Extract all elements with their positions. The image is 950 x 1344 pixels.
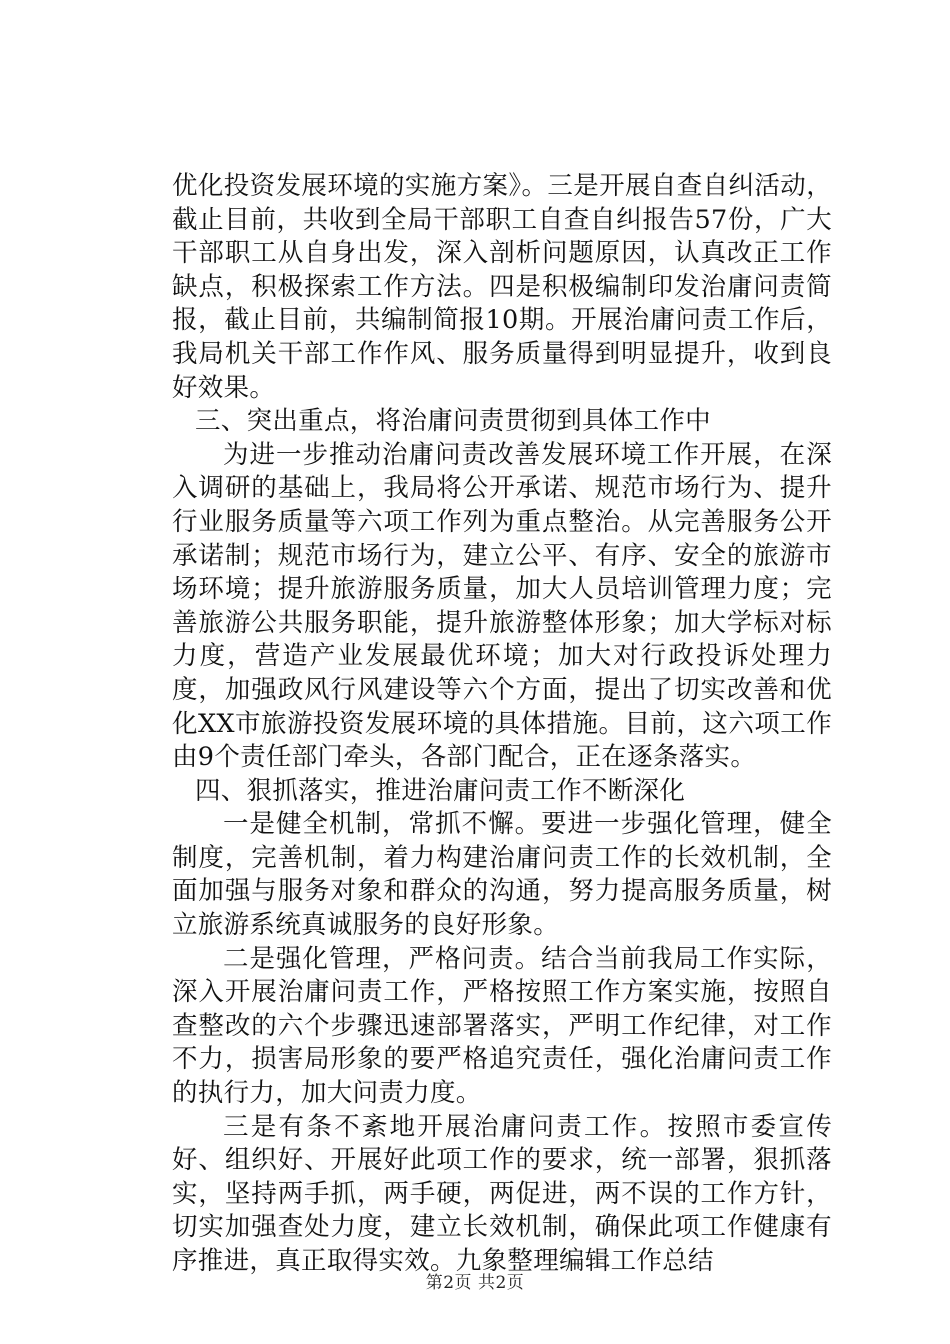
section-heading-4: 四、狠抓落实，推进治庸问责工作不断深化 [194, 775, 686, 806]
page-footer: 第2页 共2页 [425, 1273, 525, 1293]
section-heading-3: 三、突出重点，将治庸问责贯彻到具体工作中 [194, 406, 711, 437]
paragraph-item-3: 三是有条不紊地开展治庸问责工作。按照市委宣传好、组织好、开展好此项工作的要求，统一部署，狠抓落实，坚持两手抓，两手硬，两促进，两不误的工作方针，切实加强查处力度，建立长效机制，确保此项工作健康有序推进，真正取得实效。九象整理编辑工作总结 [172, 1111, 832, 1276]
paragraph-item-1: 一是健全机制，常抓不懈。要进一步强化管理，健全制度，完善机制，着力构建治庸问责工作的长效机制，全面加强与服务对象和群众的沟通，努力提高服务质量，树立旅游系统真诚服务的良好形象。 [172, 809, 832, 941]
paragraph-item-2: 二是强化管理，严格问责。结合当前我局工作实际，深入开展治庸问责工作，严格按照工作方案实施，按照自查整改的六个步骤迅速部署落实，严明工作纪律，对工作不力，损害局形象的要严格追究责任，强化治庸问责工作的执行力，加大问责力度。 [172, 943, 832, 1109]
paragraph-section-3: 为进一步推动治庸问责改善发展环境工作开展，在深入调研的基础上，我局将公开承诺、规范市场行为、提升行业服务质量等六项工作列为重点整治。从完善服务公开承诺制；规范市场行为，建立公平、有序、安全的旅游市场环境；提升旅游服务质量，加大人员培训管理力度；完善旅游公共服务职能，提升旅游整体形象；加大学标对标力度，营造产业发展最优环境；加大对行政投诉处理力度，加强政风行风建设等六个方面，提出了切实改善和优化XX市旅游投资发展环境的具体措施。目前，这六项工作由9个责任部门牵头，各部门配合，正在逐条落实。 [172, 439, 832, 773]
paragraph-continuation: 优化投资发展环境的实施方案》。三是开展自查自纠活动，截止目前，共收到全局干部职工自查自纠报告57份，广大干部职工从自身出发，深入剖析问题原因，认真改正工作缺点，积极探索工作方法。四是积极编制印发治庸问责简报，截止目前，共编制简报10期。开展治庸问责工作后，我局机关干部工作作风、服务质量得到明显提升，收到良好效果。 [172, 171, 832, 403]
document-body [172, 170, 832, 1279]
